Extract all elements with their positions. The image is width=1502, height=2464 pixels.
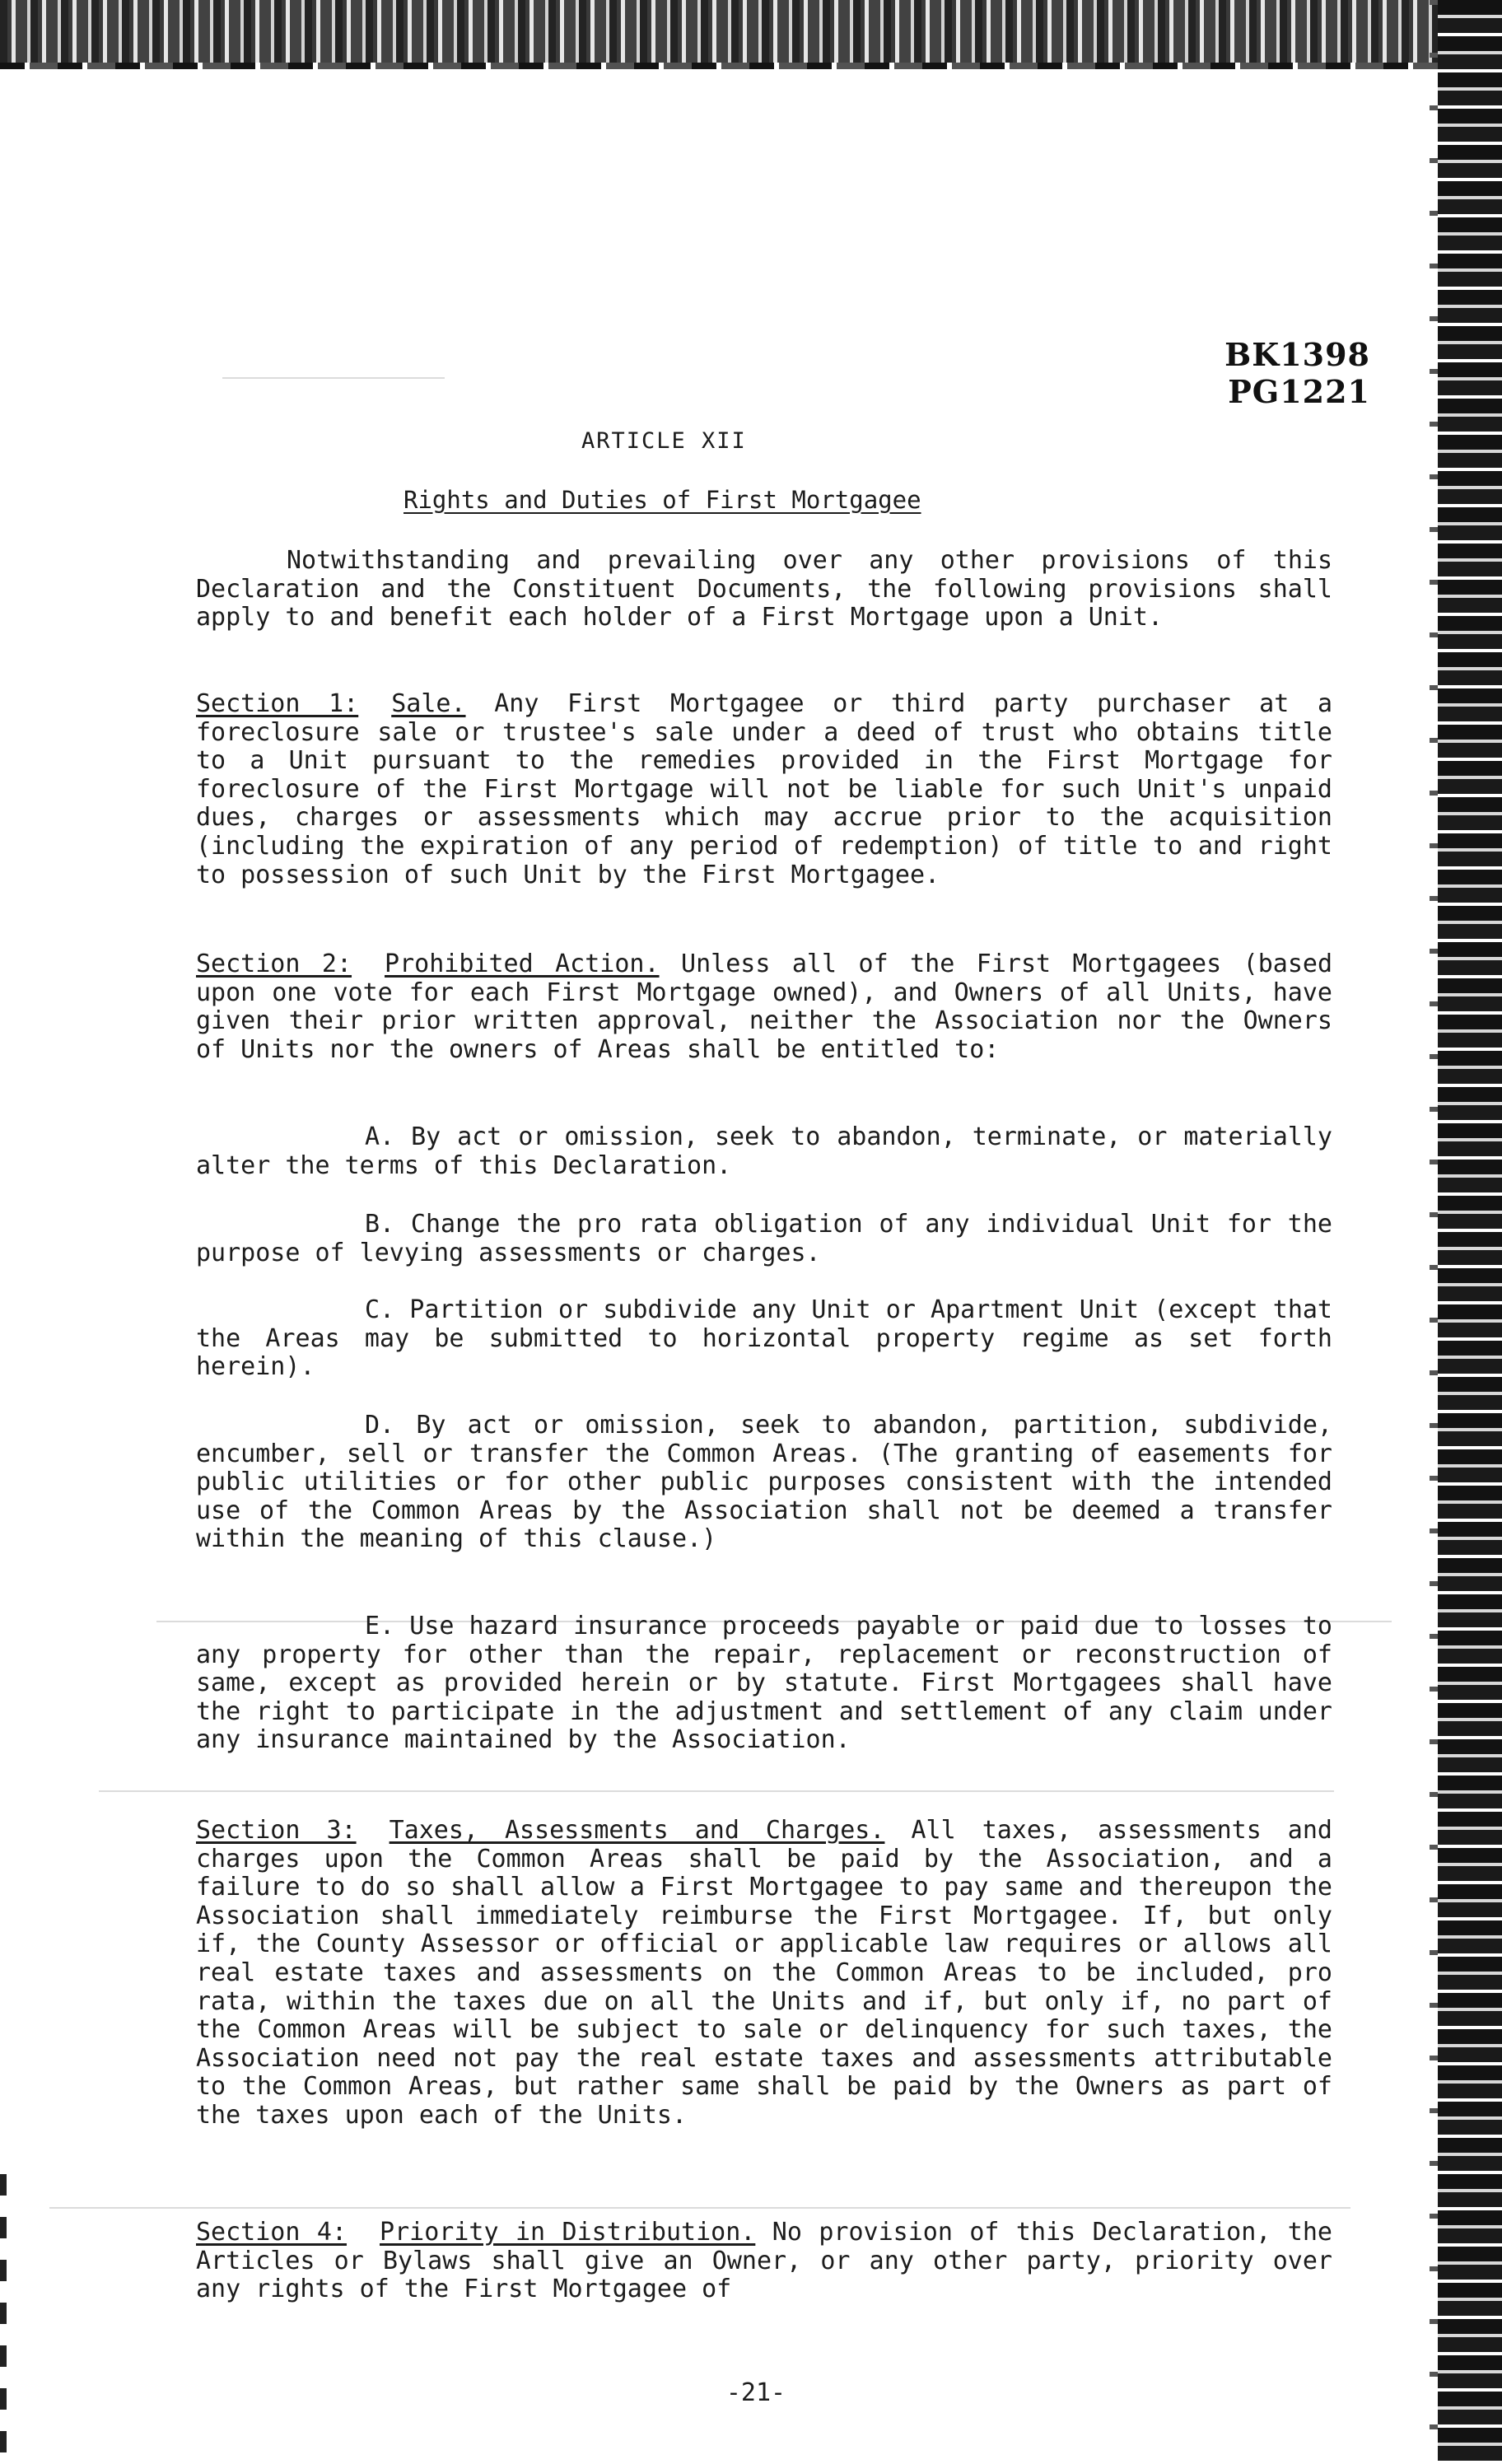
item-text: By act or omission, seek to abandon, terminate, or materially alter the terms of this Declaration. — [196, 1122, 1332, 1180]
scan-artifact-line — [99, 1790, 1334, 1792]
section-2-paragraph — [196, 950, 1332, 1064]
section-label: Section 1: — [196, 689, 359, 718]
section-text: Unless all of the First Mortgagees (based upon one vote for each First Mortgage owned), and Owners of all Units, have given their prior written approval, neither the Association nor the Owners of Units nor the owners of Areas shall be entitled to: — [196, 950, 1333, 1064]
list-item-d — [196, 1412, 1332, 1554]
section-heading: Sale. — [391, 689, 466, 718]
item-letter: D. — [365, 1411, 395, 1440]
section-heading: Priority in Distribution. — [380, 2218, 756, 2247]
page-number: -21- — [725, 2378, 786, 2407]
scan-artifact-line — [222, 377, 445, 379]
item-letter: B. — [365, 1210, 395, 1239]
intro-paragraph: Notwithstanding and prevailing over any other provisions of this Declaration and the Constituent Documents, the following provisions shall apply to and benefit each holder of a First Mortgage upon a Unit. — [196, 546, 1332, 632]
section-text: Any First Mortgagee or third party purchaser at a foreclosure sale or trustee's sale under a deed of trust who obtains title to a Unit pursuant to the remedies provided in the First Mortgage for foreclosure of the First Mortgage will not be liable for such Unit's unpaid dues, charges or assessments which may accrue prior to the acquisition (including the expiration of any period of redemption) of title to and right to possession of such Unit by the First Mortgagee. — [196, 689, 1333, 889]
list-item-c — [196, 1296, 1332, 1382]
section-heading: Taxes, Assessments and Charges. — [389, 1816, 885, 1845]
section-heading: Prohibited Action. — [385, 950, 660, 978]
scan-artifact-line — [49, 2207, 1350, 2209]
section-label: Section 3: — [196, 1816, 357, 1845]
item-text: Partition or subdivide any Unit or Apartment Unit (except that the Areas may be submitted to horizontal property regime as set forth herein). — [196, 1295, 1332, 1382]
item-text: By act or omission, seek to abandon, partition, subdivide, encumber, sell or transfer the Common Areas. (The granting of easements for public utilities or for other public purposes consistent with the intended use of the Common Areas by the Association shall not be deemed a transfer within the meaning of this clause.) — [196, 1411, 1332, 1554]
section-4-paragraph — [196, 2219, 1332, 2304]
item-text: Use hazard insurance proceeds payable or paid due to losses to any property for other than the repair, replacement or reconstruction of same, except as provided herein or by statute. First Mortgagees shall have the right to participate in the adjustment and settlement of any claim under any insurance maintained by the Association. — [196, 1612, 1332, 1755]
section-label: Section 4: — [196, 2218, 348, 2247]
list-item-a — [196, 1123, 1332, 1180]
item-text: Change the pro rata obligation of any individual Unit for the purpose of levying assessments or charges. — [196, 1210, 1332, 1267]
item-letter: A. — [365, 1122, 395, 1151]
scan-right-border — [1438, 0, 1502, 2464]
list-item-b — [196, 1211, 1332, 1267]
section-3-paragraph — [196, 1817, 1332, 2130]
section-label: Section 2: — [196, 950, 352, 978]
scan-top-border — [0, 0, 1502, 64]
scan-left-marks — [0, 2174, 7, 2464]
document-book-page-number: BK1398 PG1221 — [1224, 336, 1370, 410]
section-1-paragraph — [196, 690, 1332, 889]
article-subtitle: Rights and Duties of First Mortgagee — [403, 486, 921, 514]
section-text: No provision of this Declaration, the Articles or Bylaws shall give an Owner, or any other party, priority over any rights of the First Mortgagee of — [196, 2218, 1332, 2304]
item-letter: E. — [365, 1612, 395, 1640]
section-text: All taxes, assessments and charges upon the Common Areas shall be paid by the Association, and a failure to do so shall allow a First Mortgagee to pay same and thereupon the Association shall immediately reimburse the First Mortgagee. If, but only if, the County Assessor or official or applicable law requires or allows all real estate taxes and assessments on the Common Areas to be included, pro rata, within the taxes due on all the Units and if, but only if, no part of the Common Areas will be subject to sale or delinquency for such taxes, the Association need not pay the real estate taxes and assessments attributable to the Common Areas, but rather same shall be paid by the Owners as part of the taxes upon each of the Units. — [196, 1816, 1332, 2130]
article-title: ARTICLE XII — [581, 428, 747, 454]
list-item-e — [196, 1612, 1332, 1755]
item-letter: C. — [365, 1295, 395, 1324]
